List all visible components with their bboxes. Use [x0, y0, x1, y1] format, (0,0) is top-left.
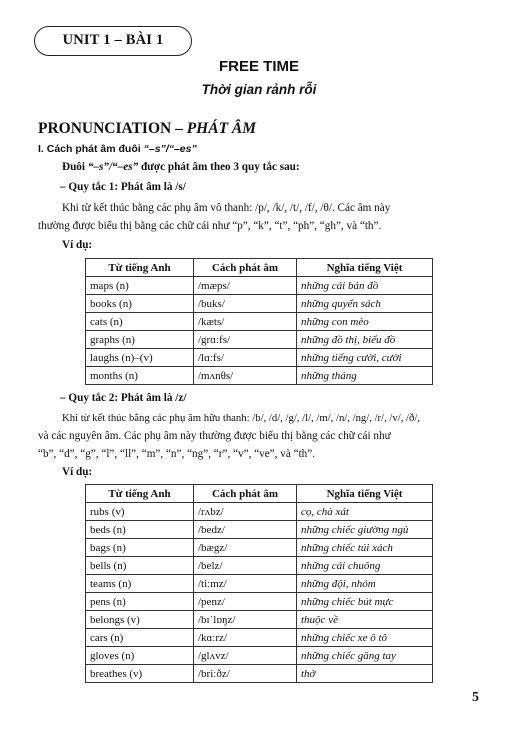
meaning-cell: những đội, nhóm — [297, 575, 433, 593]
lesson-subtitle: Thời gian rảnh rỗi — [201, 82, 317, 97]
rule1-para-line1: Khi từ kết thúc bằng các phụ âm vô thanh: /p/, /k/, /t/, /f/, /θ/. Các âm này — [62, 202, 391, 214]
sub-heading-italic: “–s”/“–es” — [143, 143, 197, 155]
word-cell: breathes (v) — [86, 665, 194, 683]
pronunciation-cell: /kɑːrz/ — [194, 629, 297, 647]
word-cell: bells (n) — [86, 557, 194, 575]
table-row — [86, 277, 433, 295]
table-row — [86, 367, 433, 385]
rule1-vocab-table — [85, 258, 433, 385]
meaning-cell: cọ, chà xát — [297, 503, 433, 521]
pronunciation-cell: /buks/ — [194, 295, 297, 313]
table-row — [86, 313, 433, 331]
word-cell: beds (n) — [86, 521, 194, 539]
word-cell: cars (n) — [86, 629, 194, 647]
table-row — [86, 629, 433, 647]
rule2-para-line3: “b”, “d”, “g”, “l”, “ll”, “m”, “n”, “ng”, “r”, “v”, “ve”, và “th”. — [38, 448, 316, 460]
meaning-cell: những chiếc túi xách — [297, 539, 433, 557]
pronunciation-cell: /mʌnθs/ — [194, 367, 297, 385]
table-header-row — [86, 259, 433, 277]
pronunciation-cell: /bægz/ — [194, 539, 297, 557]
rule1-heading: – Quy tắc 1: Phát âm là /s/ — [60, 181, 186, 193]
word-cell: cats (n) — [86, 313, 194, 331]
word-cell: belongs (v) — [86, 611, 194, 629]
table-row — [86, 557, 433, 575]
word-cell: graphs (n) — [86, 331, 194, 349]
word-cell: bags (n) — [86, 539, 194, 557]
word-cell: maps (n) — [86, 277, 194, 295]
section-heading-italic: PHÁT ÂM — [186, 120, 257, 137]
pronunciation-cell: /belz/ — [194, 557, 297, 575]
word-cell: gloves (n) — [86, 647, 194, 665]
sub-heading — [38, 143, 197, 155]
table-row — [86, 539, 433, 557]
pronunciation-cell: /kæts/ — [194, 313, 297, 331]
column-header: Cách phát âm — [194, 259, 297, 277]
intro-text — [62, 161, 300, 173]
rule2-heading: – Quy tắc 2: Phát âm là /z/ — [60, 392, 187, 404]
rule2-example-label: Ví dụ: — [62, 466, 93, 478]
word-cell: books (n) — [86, 295, 194, 313]
meaning-cell: những đồ thị, biểu đồ — [297, 331, 433, 349]
meaning-cell: những cái chuông — [297, 557, 433, 575]
word-cell: laughs (n)–(v) — [86, 349, 194, 367]
column-header: Từ tiếng Anh — [86, 485, 194, 503]
rule2-para-line2: và các nguyên âm. Các phụ âm này thường được biểu thị bằng các chữ cái như — [38, 430, 391, 442]
rule1-example-label: Ví dụ: — [62, 239, 93, 251]
meaning-cell: thở — [297, 665, 433, 683]
pronunciation-cell: /bedz/ — [194, 521, 297, 539]
column-header: Nghĩa tiếng Việt — [297, 485, 433, 503]
page-number: 5 — [472, 690, 479, 705]
rule1-para-line2: thường được biểu thị bằng các chữ cái như “p”, “k”, “t”, “ph”, “gh”, và “th”. — [38, 220, 382, 232]
intro-rest: được phát âm theo 3 quy tắc sau: — [138, 161, 300, 173]
rule2-vocab-table — [85, 484, 433, 683]
intro-prefix: Đuôi — [62, 161, 88, 173]
table-row — [86, 349, 433, 367]
table-row — [86, 521, 433, 539]
column-header: Từ tiếng Anh — [86, 259, 194, 277]
table-row — [86, 503, 433, 521]
table-row — [86, 665, 433, 683]
pronunciation-cell: /lɑːfs/ — [194, 349, 297, 367]
unit-label: UNIT 1 – BÀI 1 — [34, 26, 192, 56]
meaning-cell: những chiếc giường ngủ — [297, 521, 433, 539]
word-cell: months (n) — [86, 367, 194, 385]
table-row — [86, 611, 433, 629]
meaning-cell: những cái bản đồ — [297, 277, 433, 295]
word-cell: teams (n) — [86, 575, 194, 593]
pronunciation-cell: /grɑːfs/ — [194, 331, 297, 349]
meaning-cell: những chiếc bút mực — [297, 593, 433, 611]
table-row — [86, 647, 433, 665]
table-row — [86, 593, 433, 611]
lesson-title: FREE TIME — [218, 58, 299, 75]
pronunciation-cell: /penz/ — [194, 593, 297, 611]
pronunciation-cell: /rʌbz/ — [194, 503, 297, 521]
meaning-cell: những con mèo — [297, 313, 433, 331]
section-heading — [38, 120, 256, 138]
word-cell: rubs (v) — [86, 503, 194, 521]
meaning-cell: những chiếc găng tay — [297, 647, 433, 665]
meaning-cell: những tiếng cười, cười — [297, 349, 433, 367]
column-header: Nghĩa tiếng Việt — [297, 259, 433, 277]
pronunciation-cell: /glʌvz/ — [194, 647, 297, 665]
meaning-cell: những chiếc xe ô tô — [297, 629, 433, 647]
table-row — [86, 575, 433, 593]
meaning-cell: những tháng — [297, 367, 433, 385]
pronunciation-cell: /briːðz/ — [194, 665, 297, 683]
sub-heading-prefix: I. Cách phát âm đuôi — [38, 143, 144, 155]
word-cell: pens (n) — [86, 593, 194, 611]
pronunciation-cell: /bɪˈlɒŋz/ — [194, 611, 297, 629]
pronunciation-cell: /tiːmz/ — [194, 575, 297, 593]
pronunciation-cell: /mæps/ — [194, 277, 297, 295]
intro-italic: “–s”/“–es” — [87, 161, 139, 173]
table-header-row — [86, 485, 433, 503]
column-header: Cách phát âm — [194, 485, 297, 503]
meaning-cell: thuộc về — [297, 611, 433, 629]
table-row — [86, 295, 433, 313]
table-row — [86, 331, 433, 349]
meaning-cell: những quyển sách — [297, 295, 433, 313]
rule2-para-line1: Khi từ kết thúc bằng các phụ âm hữu thanh: /b/, /d/, /g/, /l/, /m/, /n/, /ng/, /r/, /v/, /ð/, — [62, 412, 420, 424]
section-heading-main: PRONUNCIATION – — [38, 120, 187, 137]
